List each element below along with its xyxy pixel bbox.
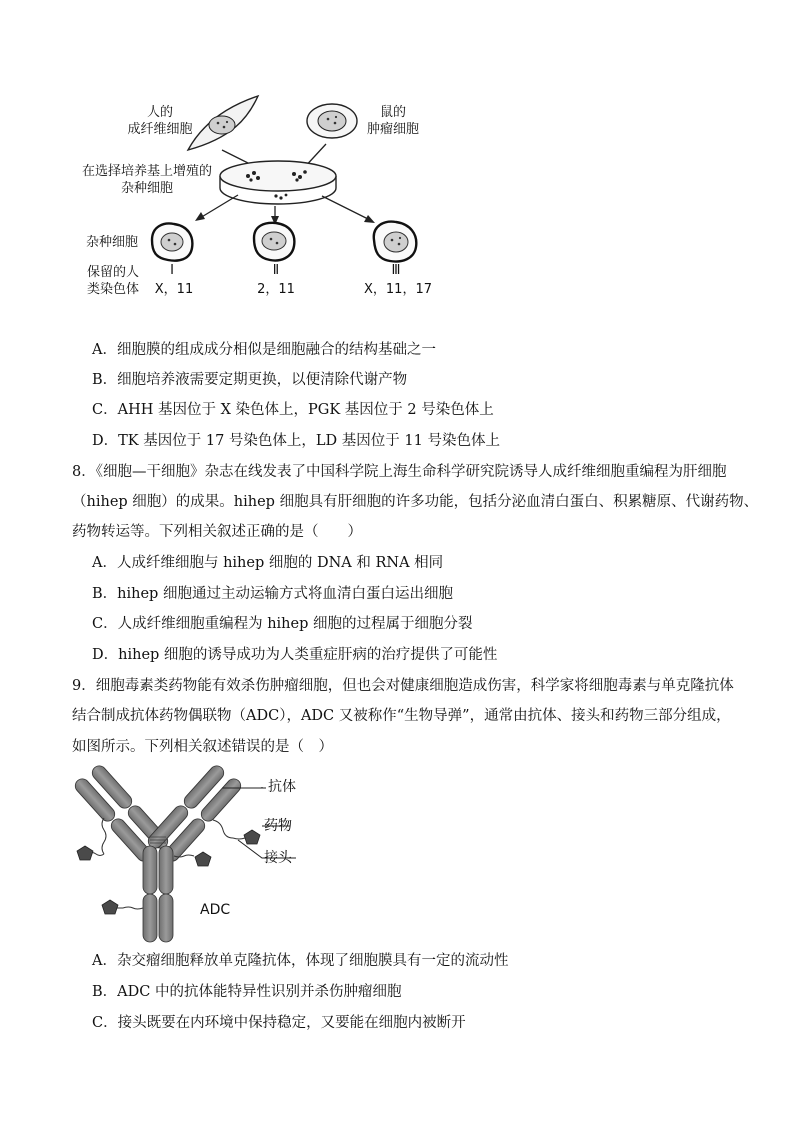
q9-option-c[interactable]: C．接头既要在内环境中保持稳定，又要能在细胞内被断开 [92, 1015, 466, 1031]
q9-stem-line1: 9．细胞毒素类药物能有效杀伤肿瘤细胞，但也会对健康细胞造成伤害，科学家将细胞毒素与单克隆抗体 [72, 678, 734, 694]
hybrid-medium-label-line1: 在选择培养基上增殖的 [81, 164, 212, 179]
q8-option-c[interactable]: C．人成纤维细胞重编程为 hihep 细胞的过程属于细胞分裂 [92, 616, 473, 632]
q8-stem-line3: 药物转运等。下列相关叙述正确的是（ ） [72, 524, 362, 540]
q7-option-a[interactable]: A．细胞膜的组成成分相似是细胞融合的结构基础之一 [92, 342, 436, 358]
q8-stem-line1: 8．《细胞—干细胞》杂志在线发表了中国科学院上海生命科学研究院诱导人成纤维细胞重编程为肝细胞 [72, 464, 727, 480]
human-cell-label-line1: 人的 [146, 105, 173, 120]
label-linker: 接头 [264, 850, 292, 866]
q9-option-a[interactable]: A．杂交瘤细胞释放单克隆抗体，体现了细胞膜具有一定的流动性 [92, 953, 509, 969]
hybrid-medium-label-line2: 杂种细胞 [120, 181, 173, 196]
antibody-stem [143, 846, 173, 942]
hybrid-cell-3-numeral: Ⅲ [391, 263, 401, 278]
q9-stem-line2: 结合制成抗体药物偶联物（ADC），ADC 又被称作“生物导弹”，通常由抗体、接头和药物三部分组成， [72, 708, 731, 724]
hybrid-cell-1-chromosomes: X，11 [154, 282, 194, 297]
culture-dish [220, 161, 336, 204]
retained-chromosome-label [80, 264, 146, 298]
hybrid-cell-2-chromosomes: 2，11 [257, 282, 295, 297]
hybrid-row-label: 杂种细胞 [86, 235, 139, 250]
human-cell-label-line2: 成纤维细胞 [127, 122, 193, 137]
mouse-cell-label-line2: 肿瘤细胞 [366, 122, 419, 137]
hybrid-cell-1 [152, 224, 192, 261]
adc-antibody-drawing [0, 760, 800, 960]
retained-label-line2: 类染色体 [86, 282, 139, 297]
mouse-tumor-cell [307, 104, 357, 138]
q8-option-b[interactable]: B．hihep 细胞通过主动运输方式将血清白蛋白运出细胞 [92, 586, 453, 602]
label-antibody: 抗体 [268, 779, 296, 795]
q8-option-d[interactable]: D．hihep 细胞的诱导成功为人类重症肝病的治疗提供了可能性 [92, 647, 498, 663]
hybrid-medium-label [72, 163, 222, 197]
q8-option-a[interactable]: A．人成纤维细胞与 hihep 细胞的 DNA 和 RNA 相同 [92, 555, 444, 571]
q9-option-b[interactable]: B．ADC 中的抗体能特异性识别并杀伤肿瘤细胞 [92, 984, 402, 1000]
retained-label-line1: 保留的人 [86, 265, 139, 280]
mouse-cell-label-line1: 鼠的 [379, 105, 406, 120]
q7-option-b[interactable]: B．细胞培养液需要定期更换，以便清除代谢产物 [92, 372, 408, 388]
hybrid-cell-3-chromosomes: X，11，17 [364, 282, 432, 297]
q9-stem-line3: 如图所示。下列相关叙述错误的是（ ） [72, 739, 333, 755]
q8-stem-line2: （hihep 细胞）的成果。hihep 细胞具有肝细胞的许多功能，包括分泌血清白蛋白、积累糖原、代谢药物、 [72, 494, 759, 510]
mouse-cell-label [358, 104, 428, 138]
label-drug: 药物 [264, 818, 292, 834]
human-cell-label [120, 104, 200, 138]
hybrid-cell-2 [254, 223, 294, 261]
q7-option-d[interactable]: D．TK 基因位于 17 号染色体上，LD 基因位于 11 号染色体上 [92, 433, 500, 449]
q7-option-c[interactable]: C．AHH 基因位于 X 染色体上，PGK 基因位于 2 号染色体上 [92, 402, 494, 418]
hybrid-cell-1-numeral: Ⅰ [170, 263, 174, 278]
label-adc: ADC [200, 902, 231, 918]
hybrid-cell-2-numeral: Ⅱ [272, 263, 280, 278]
hybrid-cell-3 [374, 222, 417, 262]
